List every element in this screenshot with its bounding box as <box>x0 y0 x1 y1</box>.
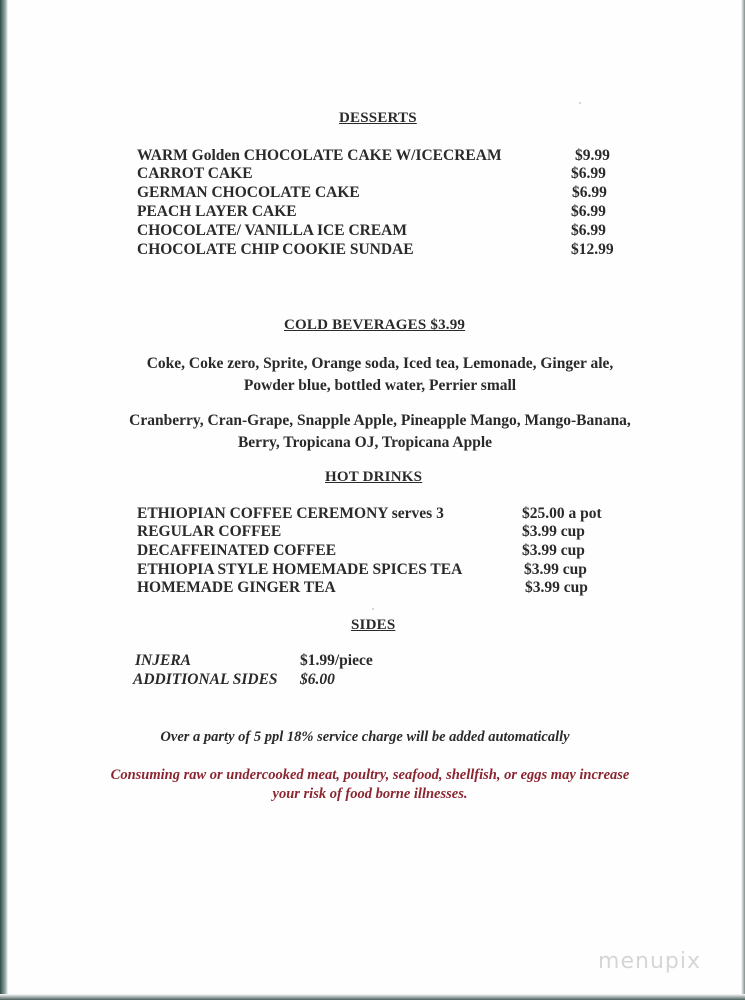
hot-drink-name: REGULAR COFFEE <box>137 523 282 540</box>
menupix-watermark: menupix <box>598 949 701 974</box>
food-safety-warning <box>60 766 680 804</box>
juices-line: Cranberry, Cran-Grape, Snapple Apple, Pineapple Mango, Mango-Banana, <box>129 412 631 429</box>
scan-edge-bottom <box>0 994 745 1000</box>
hot-drink-price: $3.99 cup <box>524 561 587 578</box>
side-item-price: $6.00 <box>300 671 335 688</box>
warning-line: Consuming raw or undercooked meat, poultry, seafood, shellfish, or eggs may increase <box>110 767 630 783</box>
side-item-name: ADDITIONAL SIDES <box>133 671 278 688</box>
hot-drink-price: $25.00 a pot <box>522 505 602 522</box>
dessert-item-name: PEACH LAYER CAKE <box>137 203 297 220</box>
hot-drinks-heading: HOT DRINKS <box>325 469 423 485</box>
dessert-item-name: CARROT CAKE <box>137 165 253 182</box>
scan-edge-left <box>0 0 8 1000</box>
sodas-line: Powder blue, bottled water, Perrier small <box>243 377 517 394</box>
side-item-price: $1.99/piece <box>300 652 373 669</box>
dessert-item-price: $6.99 <box>571 222 606 239</box>
juices-line: Berry, Tropicana OJ, Tropicana Apple <box>237 434 493 451</box>
hot-drink-name: DECAFFEINATED COFFEE <box>137 542 337 559</box>
desserts-heading: DESSERTS <box>339 110 417 126</box>
warning-line: your risk of food borne illnesses. <box>272 786 468 802</box>
hot-drink-price: $3.99 cup <box>522 523 585 540</box>
hot-drink-name: ETHIOPIA STYLE HOMEMADE SPICES TEA <box>137 561 463 578</box>
dessert-item-name: CHOCOLATE/ VANILLA ICE CREAM <box>137 222 408 239</box>
cold-beverages-heading: COLD BEVERAGES $3.99 <box>284 317 466 333</box>
hot-drink-price: $3.99 cup <box>522 542 585 559</box>
hot-drink-name: ETHIOPIAN COFFEE CEREMONY serves 3 <box>137 505 444 522</box>
sodas-list <box>90 353 670 397</box>
scan-speck <box>579 102 581 104</box>
sodas-line: Coke, Coke zero, Sprite, Orange soda, Iced tea, Lemonade, Ginger ale, <box>146 355 614 372</box>
dessert-item-name: WARM Golden CHOCOLATE CAKE W/ICECREAM <box>137 147 502 164</box>
scan-edge-right <box>741 0 745 1000</box>
dessert-item-price: $6.99 <box>571 165 606 182</box>
sides-heading: SIDES <box>351 617 396 633</box>
dessert-item-price: $9.99 <box>575 147 610 164</box>
dessert-item-name: GERMAN CHOCOLATE CAKE <box>137 184 360 201</box>
dessert-item-price: $6.99 <box>571 203 606 220</box>
side-item-name: INJERA <box>135 652 191 669</box>
hot-drink-price: $3.99 cup <box>525 579 588 596</box>
service-charge-note: Over a party of 5 ppl 18% service charge will be added automatically <box>160 729 570 745</box>
dessert-item-price: $12.99 <box>571 241 614 258</box>
dessert-item-price: $6.99 <box>572 184 607 201</box>
scan-speck <box>372 608 374 610</box>
juices-list <box>90 410 670 454</box>
dessert-item-name: CHOCOLATE CHIP COOKIE SUNDAE <box>137 241 414 258</box>
hot-drink-name: HOMEMADE GINGER TEA <box>137 579 336 596</box>
